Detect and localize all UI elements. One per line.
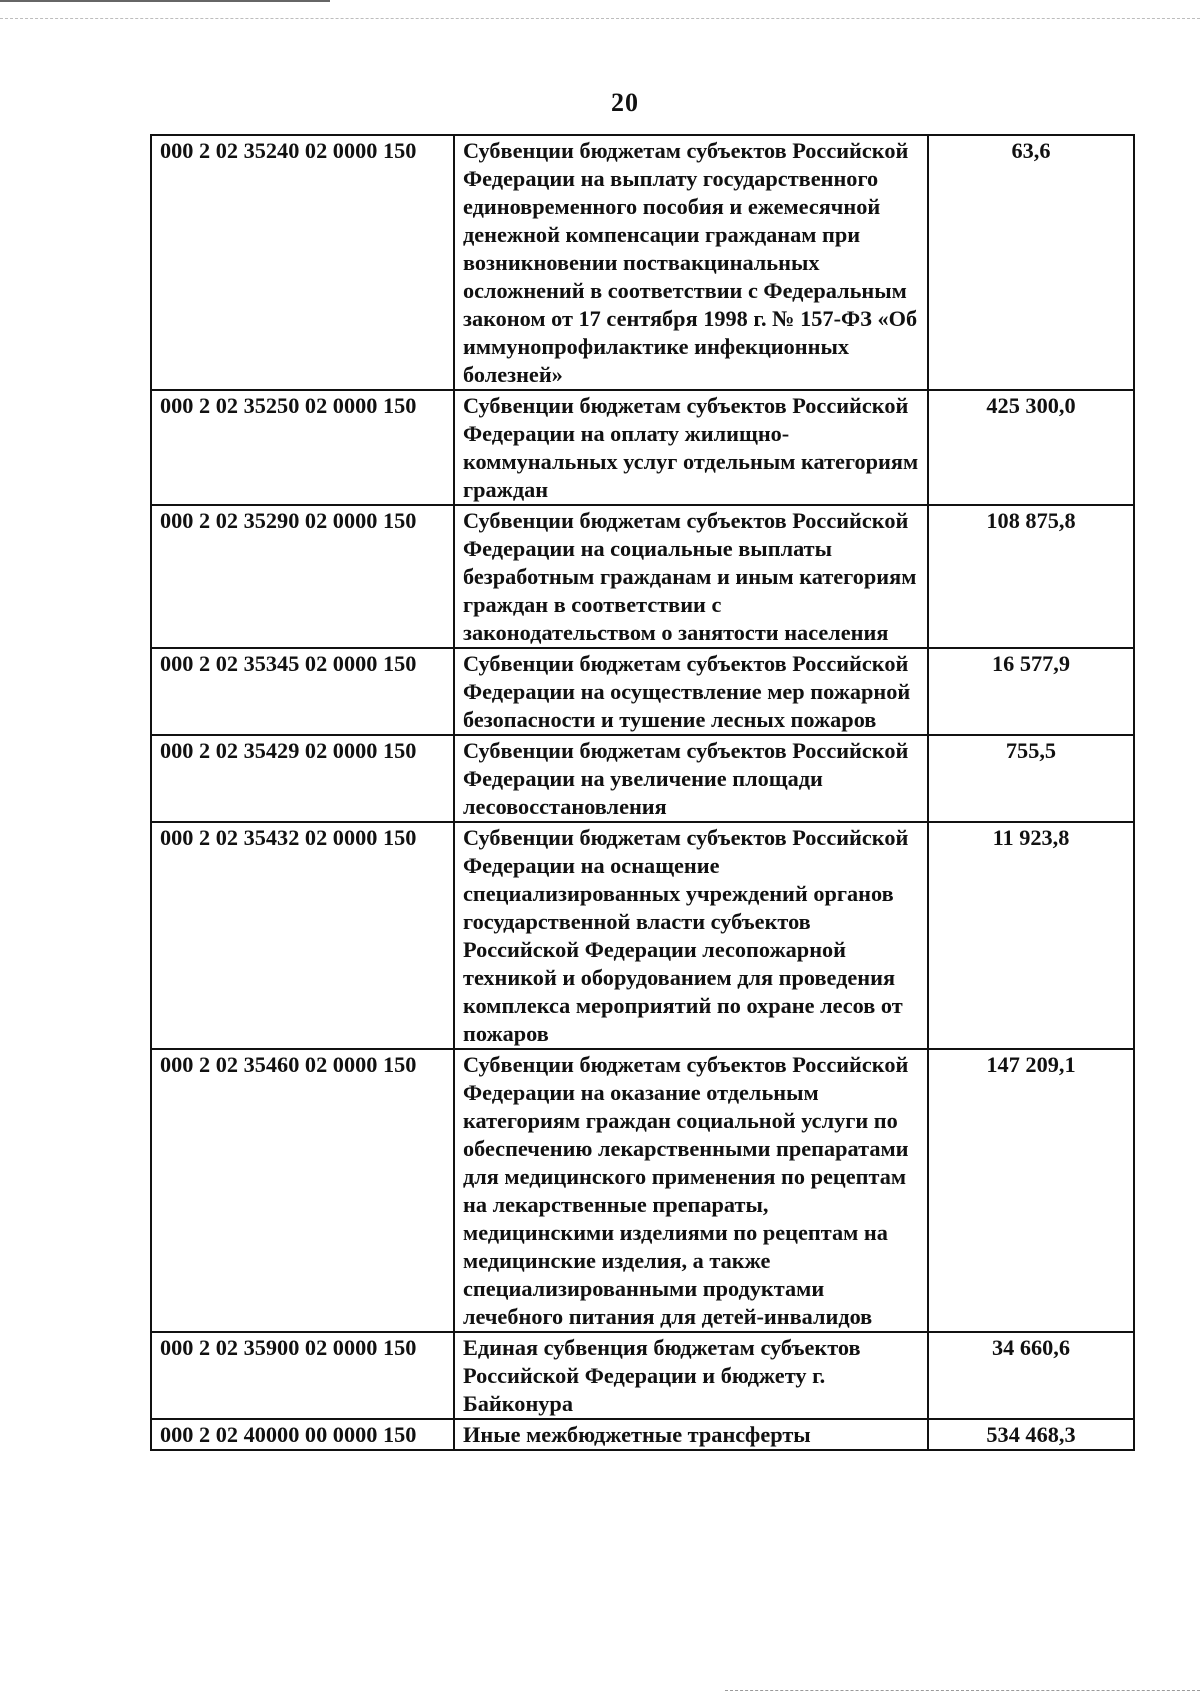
scan-edge-line: [0, 0, 330, 2]
amount-cell: 425 300,0: [928, 390, 1134, 505]
amount-cell: 108 875,8: [928, 505, 1134, 648]
scan-noise-line: [0, 18, 1200, 19]
table-row: [151, 135, 1134, 390]
table-row: [151, 648, 1134, 735]
description-cell: Субвенции бюджетам субъектов Российской Федерации на оснащение специализированных учреждений органов государственной власти субъектов Российской Федерации лесопожарной техникой и оборудованием для проведения комплекса мероприятий по охране лесов от пожаров: [454, 822, 928, 1049]
table-row: [151, 1332, 1134, 1419]
description-cell: Субвенции бюджетам субъектов Российской Федерации на оказание отдельным категориям граждан социальной услуги по обеспечению лекарственными препаратами для медицинского применения по рецептам на лекарственные препараты, медицинскими изделиями по рецептам на медицинские изделия, а также специализированными продуктами лечебного питания для детей-инвалидов: [454, 1049, 928, 1332]
budget-code-cell: 000 2 02 35900 02 0000 150: [151, 1332, 454, 1419]
description-cell: Субвенции бюджетам субъектов Российской Федерации на осуществление мер пожарной безопасности и тушение лесных пожаров: [454, 648, 928, 735]
budget-revenue-table: [150, 134, 1135, 1451]
budget-code-cell: 000 2 02 35250 02 0000 150: [151, 390, 454, 505]
amount-cell: 534 468,3: [928, 1419, 1134, 1450]
description-cell: Субвенции бюджетам субъектов Российской Федерации на оплату жилищно-коммунальных услуг отдельным категориям граждан: [454, 390, 928, 505]
budget-code-cell: 000 2 02 35460 02 0000 150: [151, 1049, 454, 1332]
page-number: 20: [611, 88, 639, 117]
description-cell: Субвенции бюджетам субъектов Российской Федерации на увеличение площади лесовосстановления: [454, 735, 928, 822]
budget-code-cell: 000 2 02 35432 02 0000 150: [151, 822, 454, 1049]
amount-cell: 63,6: [928, 135, 1134, 390]
table-row: [151, 735, 1134, 822]
table-row: [151, 1049, 1134, 1332]
amount-cell: 755,5: [928, 735, 1134, 822]
budget-code-cell: 000 2 02 40000 00 0000 150: [151, 1419, 454, 1450]
description-cell: Единая субвенция бюджетам субъектов Российской Федерации и бюджету г. Байконура: [454, 1332, 928, 1419]
budget-code-cell: 000 2 02 35429 02 0000 150: [151, 735, 454, 822]
amount-cell: 34 660,6: [928, 1332, 1134, 1419]
description-cell: Субвенции бюджетам субъектов Российской Федерации на социальные выплаты безработным гражданам и иным категориям граждан в соответствии с законодательством о занятости населения: [454, 505, 928, 648]
budget-code-cell: 000 2 02 35290 02 0000 150: [151, 505, 454, 648]
description-cell: Субвенции бюджетам субъектов Российской Федерации на выплату государственного единовременного пособия и ежемесячной денежной компенсации гражданам при возникновении поствакцинальных осложнений в соответствии с Федеральным законом от 17 сентября 1998 г. № 157-ФЗ «Об иммунопрофилактике инфекционных болезней»: [454, 135, 928, 390]
budget-code-cell: 000 2 02 35345 02 0000 150: [151, 648, 454, 735]
amount-cell: 147 209,1: [928, 1049, 1134, 1332]
table-row: [151, 390, 1134, 505]
table-row: [151, 505, 1134, 648]
budget-code-cell: 000 2 02 35240 02 0000 150: [151, 135, 454, 390]
amount-cell: 16 577,9: [928, 648, 1134, 735]
amount-cell: 11 923,8: [928, 822, 1134, 1049]
scan-noise-line: [725, 1690, 1200, 1691]
table-row: [151, 1419, 1134, 1450]
table-row: [151, 822, 1134, 1049]
description-cell: Иные межбюджетные трансферты: [454, 1419, 928, 1450]
